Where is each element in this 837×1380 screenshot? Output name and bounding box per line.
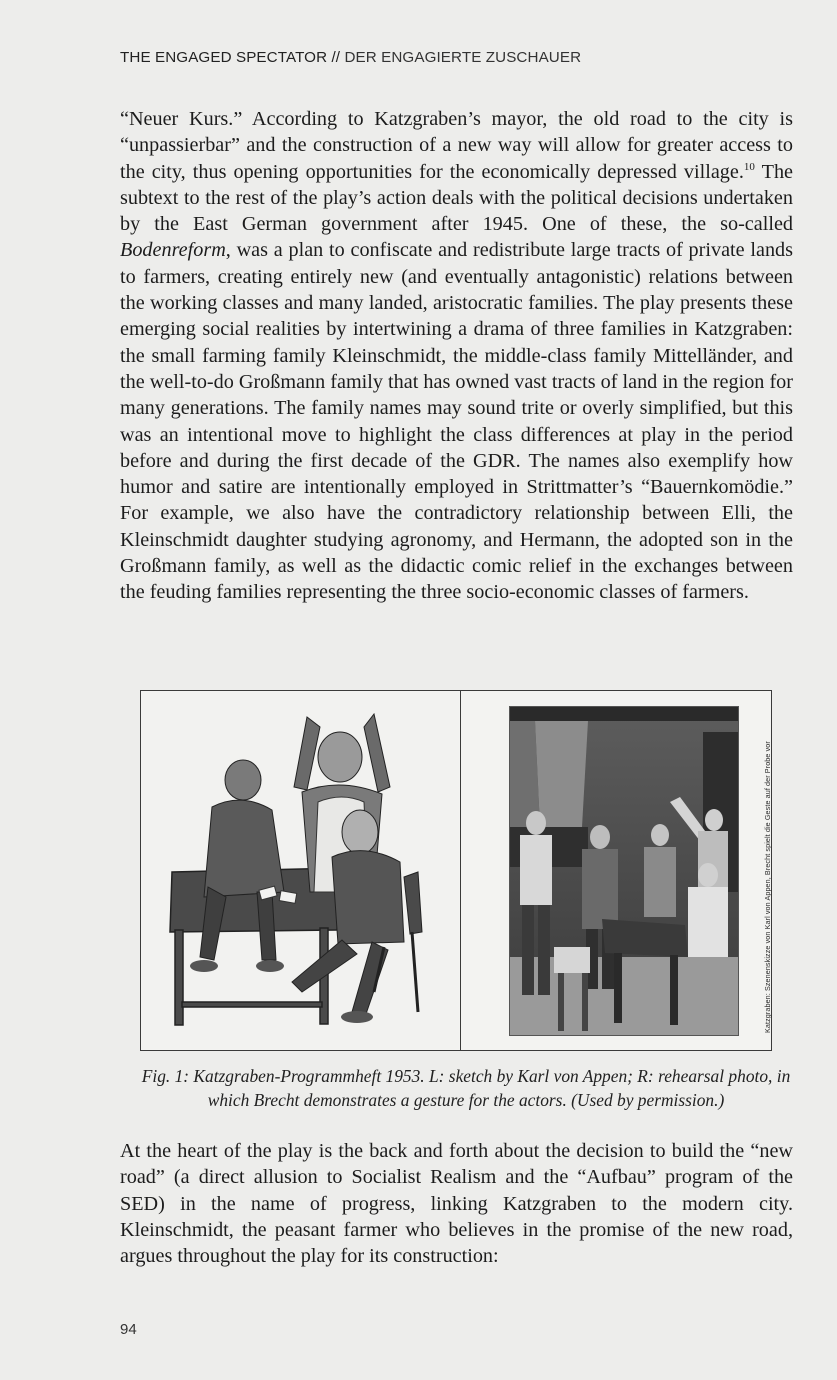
figure-divider (460, 690, 461, 1051)
body-paragraph-1 (120, 106, 793, 606)
paragraph-1-part-3: , was a plan to confiscate and redistribute large tracts of private lands to farmers, creating entirely new (and eventually antagonistic) relations between the working classes and many landed, aristocratic families. The play presents these emerging social realities by intertwining a drama of three families in Katzgraben: the small farming family Kleinschmidt, the middle-class family Mittelländer, and the well-to-do Großmann family that has owned vast tracts of land in the region for many generations. The family names may sound trite or overly simplified, but this was an intentional move to highlight the class differences at play in the period before and during the first decade of the GDR. The names also exemplify how humor and satire are intentionally employed in Strittmatter’s “Bauernkomödie.” For example, we also have the contradictory relationship between Elli, the Kleinschmidt daughter studying agronomy, and Hermann, the adopted son in the Großmann family, as well as the didactic comic relief in the exchanges between the feuding families representing the three socio-economic classes of farmers. (120, 239, 793, 604)
italic-term-bodenreform: Bodenreform (120, 239, 226, 262)
page-number: 94 (120, 1321, 137, 1338)
paragraph-1-part-1: “Neuer Kurs.” According to Katzgraben’s mayor, the old road to the city is “unpassierbar” and the construction of a new way will allow for greater access to the city, thus opening opportunities for the economically depressed village. (120, 108, 793, 183)
footnote-ref-10[interactable]: 10 (743, 160, 755, 173)
running-head (120, 49, 581, 66)
figure-caption: Fig. 1: Katzgraben-Programmheft 1953. L: sketch by Karl von Appen; R: rehearsal photo, in which Brecht demonstrates a gesture for the actors. (Used by permission.) (141, 1066, 791, 1110)
body-paragraph-2: At the heart of the play is the back and forth about the decision to build the “new road” (a direct allusion to Socialist Realism and the “Aufbau” program of the SED) in the name of progress, linking Katzgraben to the modern city. Kleinschmidt, the peasant farmer who believes in the promise of the new road, argues throughout the play for its construction: (120, 1140, 793, 1268)
rehearsal-photo (509, 706, 739, 1036)
sketch-image (142, 692, 459, 1049)
running-head-title-en: THE ENGAGED SPECTATOR // (120, 49, 341, 66)
running-head-title-de: DER ENGAGIERTE ZUSCHAUER (344, 49, 582, 66)
figure-vertical-credit: Katzgraben: Szenenskizze von Karl von Appen, Brecht spielt die Geste auf der Probe vor (763, 741, 772, 1033)
paragraph-1-part-2: The subtext to the rest of the play’s action deals with the political decisions undertaken by the East German government after 1945. One of these, the so-called (120, 160, 793, 236)
